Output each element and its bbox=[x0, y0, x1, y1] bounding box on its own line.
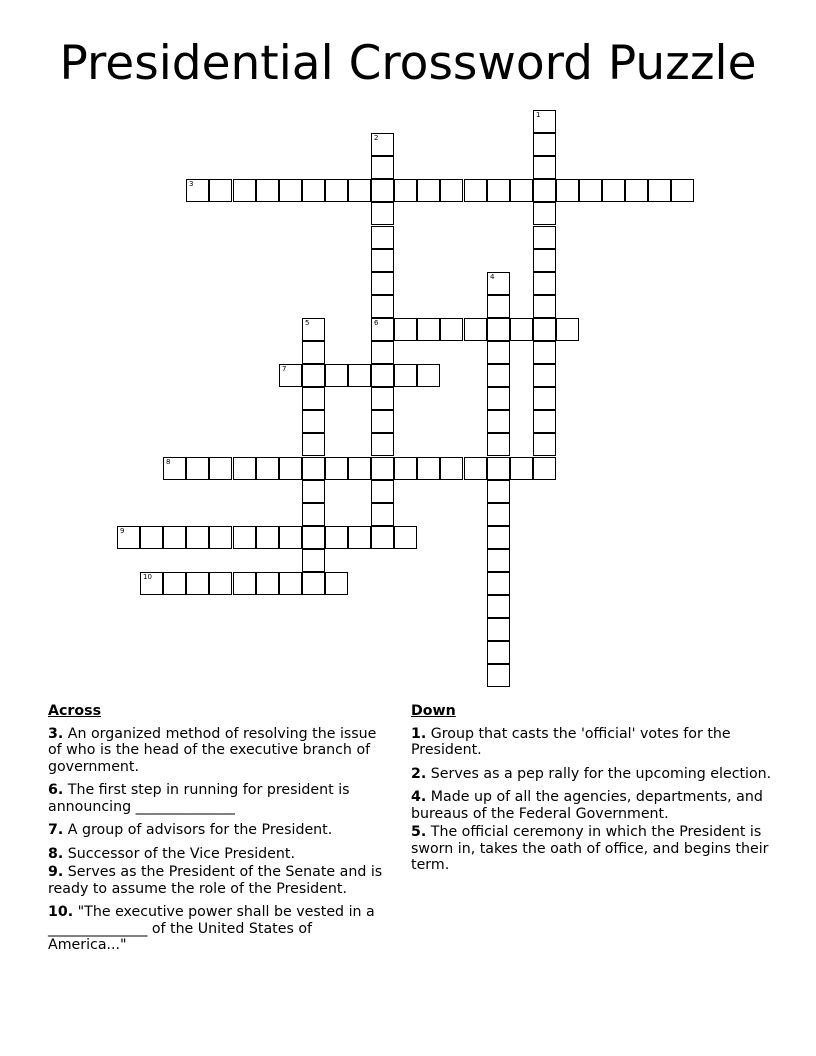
grid-cell[interactable] bbox=[394, 364, 417, 387]
grid-cell[interactable] bbox=[186, 179, 209, 202]
grid-cell[interactable] bbox=[533, 249, 556, 272]
grid-cell[interactable] bbox=[325, 179, 348, 202]
clue-text: Successor of the Vice President. bbox=[67, 845, 295, 862]
cell-number: 3 bbox=[189, 180, 194, 188]
down-clues bbox=[411, 703, 776, 881]
grid-cell[interactable] bbox=[348, 526, 371, 549]
grid-cell[interactable] bbox=[533, 457, 556, 480]
grid-cell[interactable] bbox=[279, 364, 302, 387]
grid-cell[interactable] bbox=[371, 410, 394, 433]
clue-number: 4. bbox=[411, 789, 427, 805]
grid-cell[interactable] bbox=[371, 433, 394, 456]
grid-cell[interactable] bbox=[533, 156, 556, 179]
grid-cell[interactable] bbox=[417, 318, 440, 341]
grid-cell[interactable] bbox=[510, 318, 533, 341]
grid-cell[interactable] bbox=[279, 179, 302, 202]
cell-number: 4 bbox=[490, 273, 495, 281]
grid-cell[interactable] bbox=[371, 249, 394, 272]
grid-cell[interactable] bbox=[533, 364, 556, 387]
grid-cell[interactable] bbox=[302, 364, 325, 387]
grid-cell[interactable] bbox=[487, 480, 510, 503]
grid-cell[interactable] bbox=[233, 457, 256, 480]
grid-cell[interactable] bbox=[648, 179, 671, 202]
grid-cell[interactable] bbox=[556, 318, 579, 341]
grid-cell[interactable] bbox=[394, 318, 417, 341]
down-clue-5 bbox=[411, 824, 776, 874]
clue-number: 9. bbox=[48, 864, 64, 880]
grid-cell[interactable] bbox=[302, 433, 325, 456]
grid-cell[interactable] bbox=[556, 179, 579, 202]
clue-number: 8. bbox=[48, 845, 64, 862]
grid-cell[interactable] bbox=[302, 387, 325, 410]
grid-cell[interactable] bbox=[209, 572, 232, 595]
across-clues bbox=[48, 703, 393, 961]
grid-cell[interactable] bbox=[487, 410, 510, 433]
grid-cell[interactable] bbox=[371, 272, 394, 295]
grid-cell[interactable] bbox=[325, 364, 348, 387]
clue-number: 5. bbox=[411, 824, 427, 840]
grid-cell[interactable] bbox=[256, 179, 279, 202]
grid-cell[interactable] bbox=[487, 387, 510, 410]
grid-cell[interactable] bbox=[302, 480, 325, 503]
grid-cell[interactable] bbox=[209, 179, 232, 202]
grid-cell[interactable] bbox=[394, 457, 417, 480]
cell-number: 8 bbox=[166, 458, 171, 466]
grid-cell[interactable] bbox=[117, 526, 140, 549]
grid-cell[interactable] bbox=[533, 110, 556, 133]
grid-cell[interactable] bbox=[325, 526, 348, 549]
across-clue-7 bbox=[48, 822, 393, 839]
grid-cell[interactable] bbox=[302, 318, 325, 341]
grid-cell[interactable] bbox=[186, 457, 209, 480]
grid-cell[interactable] bbox=[533, 226, 556, 249]
grid-cell[interactable] bbox=[533, 318, 556, 341]
grid-cell[interactable] bbox=[533, 179, 556, 202]
grid-cell[interactable] bbox=[417, 457, 440, 480]
grid-cell[interactable] bbox=[209, 526, 232, 549]
clue-text: Serves as the President of the Senate and is ready to assume the role of the President. bbox=[48, 864, 383, 897]
clue-number: 7. bbox=[48, 822, 64, 838]
grid-cell[interactable] bbox=[279, 457, 302, 480]
grid-cell[interactable] bbox=[625, 179, 648, 202]
clue-text: Group that casts the 'official' votes for the President. bbox=[411, 725, 731, 758]
grid-cell[interactable] bbox=[371, 226, 394, 249]
grid-cell[interactable] bbox=[233, 572, 256, 595]
grid-cell[interactable] bbox=[371, 480, 394, 503]
grid-cell[interactable] bbox=[487, 341, 510, 364]
across-clue-3 bbox=[48, 726, 393, 776]
grid-cell[interactable] bbox=[279, 526, 302, 549]
grid-cell[interactable] bbox=[417, 179, 440, 202]
down-clue-1 bbox=[411, 726, 776, 759]
clue-text: Made up of all the agencies, departments, and bureaus of the Federal Government. bbox=[411, 789, 763, 822]
grid-cell[interactable] bbox=[209, 457, 232, 480]
clue-number: 2. bbox=[411, 765, 427, 782]
grid-cell[interactable] bbox=[533, 272, 556, 295]
grid-cell[interactable] bbox=[163, 457, 186, 480]
grid-cell[interactable] bbox=[371, 318, 394, 341]
grid-cell[interactable] bbox=[533, 433, 556, 456]
grid-cell[interactable] bbox=[533, 295, 556, 318]
cell-number: 9 bbox=[120, 527, 125, 535]
grid-cell[interactable] bbox=[533, 410, 556, 433]
grid-cell[interactable] bbox=[371, 526, 394, 549]
cell-number: 5 bbox=[305, 319, 310, 327]
grid-cell[interactable] bbox=[302, 549, 325, 572]
clue-text: An organized method of resolving the issue of who is the head of the executive branch of government. bbox=[48, 725, 377, 775]
grid-cell[interactable] bbox=[533, 133, 556, 156]
grid-cell[interactable] bbox=[371, 133, 394, 156]
grid-cell[interactable] bbox=[256, 457, 279, 480]
grid-cell[interactable] bbox=[325, 457, 348, 480]
grid-cell[interactable] bbox=[302, 341, 325, 364]
grid-cell[interactable] bbox=[256, 572, 279, 595]
grid-cell[interactable] bbox=[279, 572, 302, 595]
grid-cell[interactable] bbox=[348, 179, 371, 202]
grid-cell[interactable] bbox=[371, 202, 394, 225]
grid-cell[interactable] bbox=[348, 364, 371, 387]
grid-cell[interactable] bbox=[371, 503, 394, 526]
clue-text: "The executive power shall be vested in a ______________ of the United States of America..." bbox=[48, 904, 375, 953]
grid-cell[interactable] bbox=[394, 526, 417, 549]
grid-cell[interactable] bbox=[464, 179, 487, 202]
grid-cell[interactable] bbox=[371, 387, 394, 410]
grid-cell[interactable] bbox=[440, 179, 463, 202]
grid-cell[interactable] bbox=[302, 179, 325, 202]
grid-cell[interactable] bbox=[579, 179, 602, 202]
puzzle-title: Presidential Crossword Puzzle bbox=[59, 36, 757, 91]
grid-cell[interactable] bbox=[140, 526, 163, 549]
grid-cell[interactable] bbox=[302, 572, 325, 595]
grid-cell[interactable] bbox=[325, 572, 348, 595]
grid-cell[interactable] bbox=[440, 457, 463, 480]
cell-number: 2 bbox=[374, 134, 379, 142]
grid-cell[interactable] bbox=[487, 526, 510, 549]
grid-cell[interactable] bbox=[371, 364, 394, 387]
cell-number: 7 bbox=[282, 365, 287, 373]
grid-cell[interactable] bbox=[487, 549, 510, 572]
across-clue-8 bbox=[48, 846, 393, 863]
down-clue-2 bbox=[411, 766, 776, 783]
clue-text: Serves as a pep rally for the upcoming election. bbox=[430, 765, 772, 782]
grid-cell[interactable] bbox=[487, 433, 510, 456]
grid-cell[interactable] bbox=[487, 272, 510, 295]
across-heading: Across bbox=[48, 703, 102, 719]
grid-cell[interactable] bbox=[510, 457, 533, 480]
grid-cell[interactable] bbox=[487, 641, 510, 664]
grid-cell[interactable] bbox=[163, 526, 186, 549]
grid-cell[interactable] bbox=[394, 179, 417, 202]
grid-cell[interactable] bbox=[487, 664, 510, 687]
clue-number: 1. bbox=[411, 725, 427, 742]
grid-cell[interactable] bbox=[464, 457, 487, 480]
cell-number: 6 bbox=[374, 319, 379, 327]
clue-number: 3. bbox=[48, 725, 64, 742]
grid-cell[interactable] bbox=[371, 295, 394, 318]
cell-number: 1 bbox=[536, 111, 541, 119]
grid-cell[interactable] bbox=[487, 318, 510, 341]
across-clue-10 bbox=[48, 904, 393, 954]
grid-cell[interactable] bbox=[233, 179, 256, 202]
grid-cell[interactable] bbox=[533, 202, 556, 225]
grid-cell[interactable] bbox=[302, 526, 325, 549]
cell-number: 10 bbox=[143, 573, 152, 581]
grid-cell[interactable] bbox=[371, 156, 394, 179]
grid-cell[interactable] bbox=[371, 457, 394, 480]
grid-cell[interactable] bbox=[487, 179, 510, 202]
across-clue-9 bbox=[48, 864, 393, 897]
grid-cell[interactable] bbox=[487, 295, 510, 318]
grid-cell[interactable] bbox=[302, 457, 325, 480]
clue-text: A group of advisors for the President. bbox=[67, 822, 333, 838]
grid-cell[interactable] bbox=[510, 179, 533, 202]
grid-cell[interactable] bbox=[371, 179, 394, 202]
clue-number: 6. bbox=[48, 782, 64, 798]
grid-cell[interactable] bbox=[371, 341, 394, 364]
grid-cell[interactable] bbox=[233, 526, 256, 549]
grid-cell[interactable] bbox=[440, 318, 463, 341]
grid-cell[interactable] bbox=[533, 341, 556, 364]
clue-text: The first step in running for president is announcing ______________ bbox=[48, 782, 350, 815]
grid-cell[interactable] bbox=[487, 457, 510, 480]
grid-cell[interactable] bbox=[487, 364, 510, 387]
down-heading: Down bbox=[411, 703, 456, 719]
grid-cell[interactable] bbox=[487, 503, 510, 526]
grid-cell[interactable] bbox=[186, 572, 209, 595]
grid-cell[interactable] bbox=[671, 179, 694, 202]
clue-text: The official ceremony in which the President is sworn in, takes the oath of office, and begins their term. bbox=[411, 824, 769, 873]
across-clue-6 bbox=[48, 782, 393, 815]
down-clue-4 bbox=[411, 789, 776, 822]
grid-cell[interactable] bbox=[140, 572, 163, 595]
grid-cell[interactable] bbox=[487, 572, 510, 595]
grid-cell[interactable] bbox=[256, 526, 279, 549]
grid-cell[interactable] bbox=[302, 503, 325, 526]
clue-number: 10. bbox=[48, 904, 74, 920]
grid-cell[interactable] bbox=[533, 387, 556, 410]
grid-cell[interactable] bbox=[186, 526, 209, 549]
grid-cell[interactable] bbox=[602, 179, 625, 202]
grid-cell[interactable] bbox=[417, 364, 440, 387]
grid-cell[interactable] bbox=[487, 618, 510, 641]
grid-cell[interactable] bbox=[464, 318, 487, 341]
grid-cell[interactable] bbox=[348, 457, 371, 480]
grid-cell[interactable] bbox=[487, 595, 510, 618]
grid-cell[interactable] bbox=[163, 572, 186, 595]
grid-cell[interactable] bbox=[302, 410, 325, 433]
